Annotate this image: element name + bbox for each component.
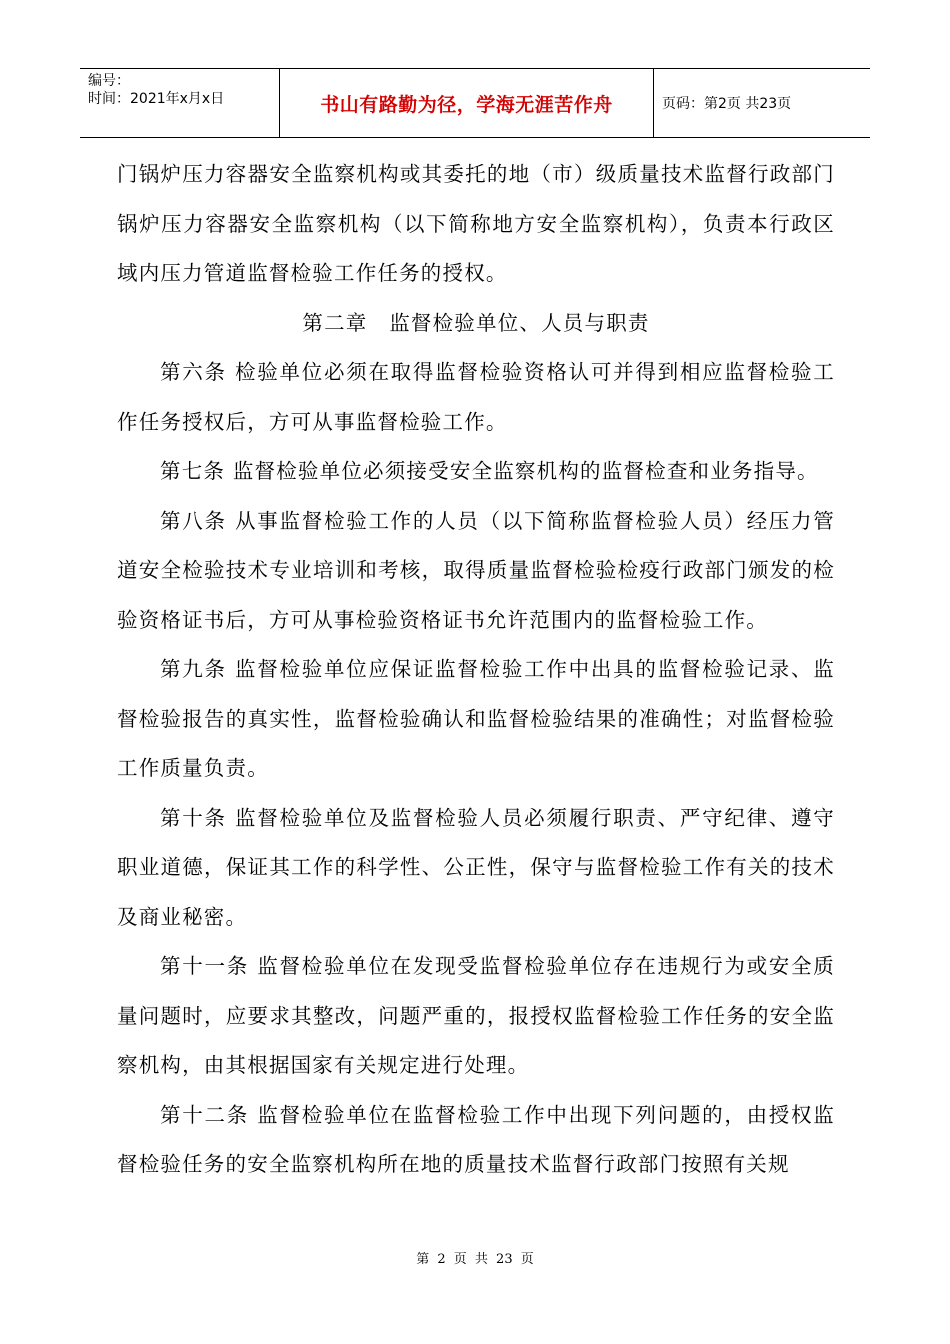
page-footer [0, 1248, 950, 1267]
article-8: 第八条 从事监督检验工作的人员（以下简称监督检验人员）经压力管道安全检验技术专业培训和考核，取得质量监督检验检疫行政部门颁发的检验资格证书后，方可从事检验资格证书允许范围内的监督检验工作。 [117, 508, 835, 632]
article-10: 第十条 监督检验单位及监督检验人员必须履行职责、严守纪律、遵守职业道德，保证其工作的科学性、公正性，保守与监督检验工作有关的技术及商业秘密。 [117, 805, 835, 929]
article-6: 第六条 检验单位必须在取得监督检验资格认可并得到相应监督检验工作任务授权后，方可从事监督检验工作。 [117, 360, 835, 434]
page-header [80, 68, 870, 138]
article-11: 第十一条 监督检验单位在发现受监督检验单位存在违规行为或安全质量问题时，应要求其整改，问题严重的，报授权监督检验工作任务的安全监察机构，由其根据国家有关规定进行处理。 [117, 954, 835, 1077]
article-9: 第九条 监督检验单位应保证监督检验工作中出具的监督检验记录、监督检验报告的真实性，监督检验确认和监督检验结果的准确性；对监督检验工作质量负责。 [117, 657, 835, 780]
number-label: 编号： [88, 73, 130, 89]
time-label: 时间：2021年x月x日 [88, 91, 225, 107]
paragraph-continuation: 门锅炉压力容器安全监察机构或其委托的地（市）级质量技术监督行政部门锅炉压力容器安全监察机构（以下简称地方安全监察机构），负责本行政区域内压力管道监督检验工作任务的授权。 [117, 162, 835, 285]
document-body [117, 150, 835, 1190]
header-page-info [654, 69, 870, 137]
page-info-text: 页码：第2页 共23页 [662, 96, 792, 112]
article-12: 第十二条 监督检验单位在监督检验工作中出现下列问题的，由授权监督检验任务的安全监察机构所在地的质量技术监督行政部门按照有关规 [117, 1102, 835, 1176]
article-7: 第七条 监督检验单位必须接受安全监察机构的监督检查和业务指导。 [160, 459, 819, 483]
header-meta [80, 69, 280, 137]
chapter-title: 第二章 监督检验单位、人员与职责 [302, 310, 650, 335]
footer-page-number: 第 2 页 共 23 页 [416, 1252, 534, 1267]
motto-text: 书山有路勤为径，学海无涯苦作舟 [320, 93, 613, 116]
header-motto-cell [280, 69, 654, 137]
